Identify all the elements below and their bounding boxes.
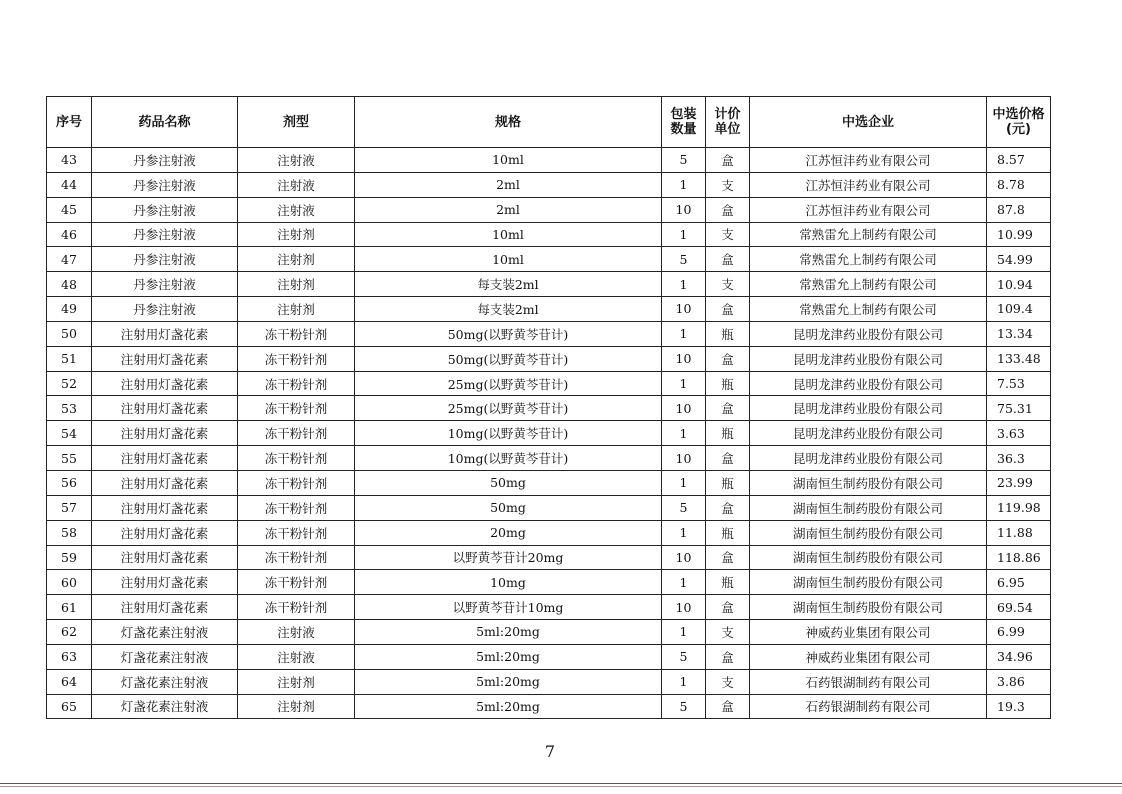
table-row [47, 148, 1051, 173]
cell-unit: 支 [706, 272, 750, 297]
cell-spec: 50mg [355, 495, 662, 520]
table-row [47, 669, 1051, 694]
cell-drug-name: 丹参注射液 [92, 172, 238, 197]
cell-pack-qty: 1 [662, 172, 706, 197]
cell-dosage-form: 注射剂 [238, 297, 355, 322]
cell-drug-name: 注射用灯盏花素 [92, 421, 238, 446]
header-pack-qty: 包装 数量 [662, 97, 706, 148]
cell-drug-name: 注射用灯盏花素 [92, 470, 238, 495]
cell-unit: 盒 [706, 297, 750, 322]
cell-dosage-form: 注射剂 [238, 669, 355, 694]
cell-spec: 10ml [355, 247, 662, 272]
cell-price: 34.96 [987, 644, 1051, 669]
cell-price: 133.48 [987, 346, 1051, 371]
cell-drug-name: 注射用灯盏花素 [92, 495, 238, 520]
table-row [47, 595, 1051, 620]
cell-unit: 瓶 [706, 470, 750, 495]
cell-unit: 支 [706, 669, 750, 694]
cell-drug-name: 注射用灯盏花素 [92, 520, 238, 545]
cell-unit: 支 [706, 620, 750, 645]
table-row [47, 172, 1051, 197]
table-row [47, 470, 1051, 495]
table-row [47, 346, 1051, 371]
cell-company: 神威药业集团有限公司 [750, 620, 987, 645]
header-drug-name: 药品名称 [92, 97, 238, 148]
cell-price: 109.4 [987, 297, 1051, 322]
cell-index: 53 [47, 396, 92, 421]
cell-drug-name: 丹参注射液 [92, 247, 238, 272]
cell-price: 13.34 [987, 321, 1051, 346]
cell-spec: 2ml [355, 197, 662, 222]
cell-price: 8.57 [987, 148, 1051, 173]
cell-price: 119.98 [987, 495, 1051, 520]
cell-index: 60 [47, 570, 92, 595]
table-row [47, 644, 1051, 669]
cell-company: 昆明龙津药业股份有限公司 [750, 321, 987, 346]
cell-pack-qty: 10 [662, 297, 706, 322]
cell-company: 昆明龙津药业股份有限公司 [750, 421, 987, 446]
cell-price: 36.3 [987, 446, 1051, 471]
cell-unit: 盒 [706, 346, 750, 371]
cell-spec: 10ml [355, 222, 662, 247]
cell-pack-qty: 10 [662, 595, 706, 620]
cell-pack-qty: 1 [662, 222, 706, 247]
cell-dosage-form: 冻干粉针剂 [238, 470, 355, 495]
cell-spec: 10mg(以野黄芩苷计) [355, 421, 662, 446]
cell-company: 湖南恒生制药股份有限公司 [750, 495, 987, 520]
cell-pack-qty: 10 [662, 396, 706, 421]
header-price: 中选价格 (元) [987, 97, 1051, 148]
cell-unit: 盒 [706, 644, 750, 669]
page-number: 7 [544, 742, 556, 761]
cell-dosage-form: 冻干粉针剂 [238, 371, 355, 396]
bottom-rule [0, 783, 1122, 784]
cell-index: 64 [47, 669, 92, 694]
cell-spec: 10mg(以野黄芩苷计) [355, 446, 662, 471]
cell-unit: 瓶 [706, 371, 750, 396]
cell-pack-qty: 5 [662, 644, 706, 669]
cell-unit: 盒 [706, 595, 750, 620]
cell-dosage-form: 冻干粉针剂 [238, 495, 355, 520]
cell-index: 51 [47, 346, 92, 371]
table-row [47, 694, 1051, 719]
cell-drug-name: 注射用灯盏花素 [92, 396, 238, 421]
table-row [47, 197, 1051, 222]
cell-index: 57 [47, 495, 92, 520]
cell-drug-name: 灯盏花素注射液 [92, 694, 238, 719]
cell-company: 江苏恒沣药业有限公司 [750, 197, 987, 222]
cell-pack-qty: 5 [662, 148, 706, 173]
cell-company: 湖南恒生制药股份有限公司 [750, 595, 987, 620]
cell-spec: 50mg(以野黄芩苷计) [355, 321, 662, 346]
cell-price: 3.86 [987, 669, 1051, 694]
cell-drug-name: 注射用灯盏花素 [92, 346, 238, 371]
cell-dosage-form: 冻干粉针剂 [238, 421, 355, 446]
cell-company: 常熟雷允上制药有限公司 [750, 247, 987, 272]
cell-pack-qty: 5 [662, 495, 706, 520]
cell-dosage-form: 注射液 [238, 644, 355, 669]
cell-index: 48 [47, 272, 92, 297]
cell-spec: 每支装2ml [355, 272, 662, 297]
cell-spec: 25mg(以野黄芩苷计) [355, 396, 662, 421]
cell-pack-qty: 1 [662, 421, 706, 446]
cell-pack-qty: 10 [662, 346, 706, 371]
cell-company: 昆明龙津药业股份有限公司 [750, 396, 987, 421]
cell-dosage-form: 注射液 [238, 172, 355, 197]
cell-unit: 支 [706, 222, 750, 247]
cell-unit: 盒 [706, 148, 750, 173]
drug-price-table [46, 96, 1051, 719]
cell-price: 7.53 [987, 371, 1051, 396]
cell-price: 8.78 [987, 172, 1051, 197]
cell-company: 石药银湖制药有限公司 [750, 669, 987, 694]
cell-unit: 盒 [706, 495, 750, 520]
cell-drug-name: 注射用灯盏花素 [92, 446, 238, 471]
cell-drug-name: 注射用灯盏花素 [92, 371, 238, 396]
cell-pack-qty: 10 [662, 197, 706, 222]
cell-unit: 盒 [706, 545, 750, 570]
cell-dosage-form: 冻干粉针剂 [238, 396, 355, 421]
header-row [47, 97, 1051, 148]
cell-price: 118.86 [987, 545, 1051, 570]
table-row [47, 321, 1051, 346]
cell-dosage-form: 冻干粉针剂 [238, 446, 355, 471]
cell-spec: 以野黄芩苷计20mg [355, 545, 662, 570]
cell-company: 湖南恒生制药股份有限公司 [750, 545, 987, 570]
table-row [47, 371, 1051, 396]
cell-index: 61 [47, 595, 92, 620]
table-row [47, 222, 1051, 247]
cell-pack-qty: 10 [662, 545, 706, 570]
cell-price: 19.3 [987, 694, 1051, 719]
cell-dosage-form: 冻干粉针剂 [238, 346, 355, 371]
cell-company: 湖南恒生制药股份有限公司 [750, 470, 987, 495]
cell-pack-qty: 5 [662, 694, 706, 719]
cell-drug-name: 灯盏花素注射液 [92, 644, 238, 669]
cell-index: 54 [47, 421, 92, 446]
cell-index: 46 [47, 222, 92, 247]
cell-drug-name: 注射用灯盏花素 [92, 595, 238, 620]
cell-drug-name: 丹参注射液 [92, 222, 238, 247]
cell-company: 神威药业集团有限公司 [750, 644, 987, 669]
header-company: 中选企业 [750, 97, 987, 148]
table-row [47, 421, 1051, 446]
cell-company: 湖南恒生制药股份有限公司 [750, 570, 987, 595]
cell-spec: 20mg [355, 520, 662, 545]
table-row [47, 620, 1051, 645]
cell-spec: 5ml:20mg [355, 694, 662, 719]
cell-dosage-form: 注射剂 [238, 247, 355, 272]
cell-spec: 50mg(以野黄芩苷计) [355, 346, 662, 371]
cell-spec: 5ml:20mg [355, 620, 662, 645]
cell-unit: 盒 [706, 197, 750, 222]
cell-price: 69.54 [987, 595, 1051, 620]
cell-drug-name: 丹参注射液 [92, 197, 238, 222]
table-row [47, 545, 1051, 570]
cell-dosage-form: 注射剂 [238, 694, 355, 719]
cell-index: 49 [47, 297, 92, 322]
cell-index: 59 [47, 545, 92, 570]
cell-dosage-form: 冻干粉针剂 [238, 321, 355, 346]
cell-dosage-form: 注射液 [238, 620, 355, 645]
table-row [47, 247, 1051, 272]
cell-price: 75.31 [987, 396, 1051, 421]
cell-pack-qty: 5 [662, 247, 706, 272]
cell-drug-name: 注射用灯盏花素 [92, 321, 238, 346]
cell-pack-qty: 1 [662, 470, 706, 495]
header-unit: 计价 单位 [706, 97, 750, 148]
table-row [47, 396, 1051, 421]
cell-price: 54.99 [987, 247, 1051, 272]
cell-dosage-form: 冻干粉针剂 [238, 545, 355, 570]
cell-unit: 瓶 [706, 520, 750, 545]
cell-dosage-form: 注射剂 [238, 272, 355, 297]
cell-drug-name: 注射用灯盏花素 [92, 545, 238, 570]
table-row [47, 570, 1051, 595]
cell-unit: 盒 [706, 694, 750, 719]
cell-pack-qty: 1 [662, 272, 706, 297]
table-row [47, 446, 1051, 471]
cell-price: 10.94 [987, 272, 1051, 297]
cell-company: 湖南恒生制药股份有限公司 [750, 520, 987, 545]
cell-price: 23.99 [987, 470, 1051, 495]
header-spec: 规格 [355, 97, 662, 148]
cell-dosage-form: 注射液 [238, 197, 355, 222]
cell-price: 11.88 [987, 520, 1051, 545]
cell-index: 52 [47, 371, 92, 396]
cell-pack-qty: 1 [662, 620, 706, 645]
cell-company: 常熟雷允上制药有限公司 [750, 297, 987, 322]
cell-unit: 瓶 [706, 570, 750, 595]
cell-company: 昆明龙津药业股份有限公司 [750, 446, 987, 471]
cell-spec: 25mg(以野黄芩苷计) [355, 371, 662, 396]
cell-unit: 盒 [706, 446, 750, 471]
cell-company: 常熟雷允上制药有限公司 [750, 222, 987, 247]
cell-pack-qty: 10 [662, 446, 706, 471]
header-index: 序号 [47, 97, 92, 148]
cell-spec: 每支装2ml [355, 297, 662, 322]
table-row [47, 272, 1051, 297]
cell-price: 3.63 [987, 421, 1051, 446]
cell-price: 87.8 [987, 197, 1051, 222]
cell-dosage-form: 注射液 [238, 148, 355, 173]
cell-company: 江苏恒沣药业有限公司 [750, 172, 987, 197]
cell-dosage-form: 注射剂 [238, 222, 355, 247]
cell-drug-name: 灯盏花素注射液 [92, 669, 238, 694]
cell-drug-name: 丹参注射液 [92, 272, 238, 297]
header-dosage-form: 剂型 [238, 97, 355, 148]
cell-pack-qty: 1 [662, 520, 706, 545]
cell-spec: 10mg [355, 570, 662, 595]
cell-drug-name: 丹参注射液 [92, 148, 238, 173]
cell-index: 55 [47, 446, 92, 471]
cell-index: 50 [47, 321, 92, 346]
cell-company: 石药银湖制药有限公司 [750, 694, 987, 719]
cell-company: 昆明龙津药业股份有限公司 [750, 346, 987, 371]
cell-spec: 50mg [355, 470, 662, 495]
table-row [47, 520, 1051, 545]
cell-spec: 5ml:20mg [355, 669, 662, 694]
cell-index: 47 [47, 247, 92, 272]
cell-index: 44 [47, 172, 92, 197]
cell-company: 昆明龙津药业股份有限公司 [750, 371, 987, 396]
cell-index: 58 [47, 520, 92, 545]
cell-company: 常熟雷允上制药有限公司 [750, 272, 987, 297]
cell-drug-name: 灯盏花素注射液 [92, 620, 238, 645]
cell-index: 56 [47, 470, 92, 495]
cell-price: 10.99 [987, 222, 1051, 247]
cell-unit: 盒 [706, 247, 750, 272]
cell-index: 65 [47, 694, 92, 719]
cell-spec: 5ml:20mg [355, 644, 662, 669]
cell-index: 43 [47, 148, 92, 173]
cell-pack-qty: 1 [662, 321, 706, 346]
cell-unit: 盒 [706, 396, 750, 421]
cell-unit: 瓶 [706, 421, 750, 446]
cell-spec: 10ml [355, 148, 662, 173]
cell-spec: 以野黄芩苷计10mg [355, 595, 662, 620]
cell-spec: 2ml [355, 172, 662, 197]
table-row [47, 297, 1051, 322]
table-header [47, 97, 1051, 148]
cell-dosage-form: 冻干粉针剂 [238, 570, 355, 595]
cell-pack-qty: 1 [662, 371, 706, 396]
cell-dosage-form: 冻干粉针剂 [238, 595, 355, 620]
cell-unit: 瓶 [706, 321, 750, 346]
cell-pack-qty: 1 [662, 570, 706, 595]
cell-dosage-form: 冻干粉针剂 [238, 520, 355, 545]
cell-index: 62 [47, 620, 92, 645]
cell-drug-name: 丹参注射液 [92, 297, 238, 322]
cell-index: 63 [47, 644, 92, 669]
cell-company: 江苏恒沣药业有限公司 [750, 148, 987, 173]
cell-drug-name: 注射用灯盏花素 [92, 570, 238, 595]
cell-index: 45 [47, 197, 92, 222]
cell-unit: 支 [706, 172, 750, 197]
cell-price: 6.95 [987, 570, 1051, 595]
cell-pack-qty: 1 [662, 669, 706, 694]
table-row [47, 495, 1051, 520]
table-body [47, 148, 1051, 719]
cell-price: 6.99 [987, 620, 1051, 645]
bottom-rule-secondary [0, 786, 1122, 787]
